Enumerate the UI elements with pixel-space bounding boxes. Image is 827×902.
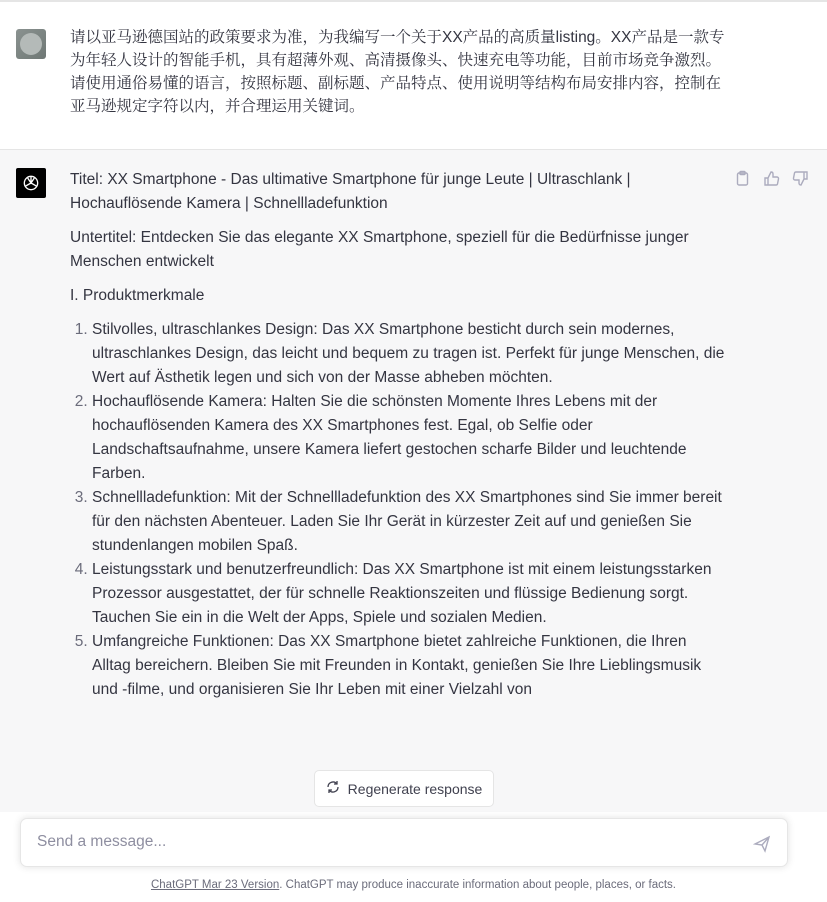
footer-disclaimer [0,879,827,891]
assistant-message-text [70,168,728,702]
thumbs-up-icon[interactable] [763,170,780,187]
version-link[interactable]: ChatGPT Mar 23 Version [150,879,280,891]
list-item: 2. Hochauflösende Kamera: Halten Sie die schönsten Momente Ihres Lebens mit der hochauflösenden Kamera des XX Smartphones fest. Egal, ob Selfie oder Landschaftsaufnahme, unsere Kamera liefert gestochen scharfe Bilder und leuchtende Farben. [92,390,728,486]
message-input[interactable] [37,833,737,851]
send-icon[interactable] [753,835,771,853]
regenerate-response-button[interactable] [314,770,494,807]
copy-icon[interactable] [734,170,751,187]
listing-title: Titel: XX Smartphone - Das ultimative Smartphone für junge Leute | Ultraschlank | Hochauflösende Kamera | Schnellladefunktion [70,171,631,212]
section-heading: I. Produktmerkmale [70,287,205,304]
thumbs-down-icon[interactable] [792,170,809,187]
assistant-message-block [0,150,827,755]
list-item: 1. Stilvolles, ultraschlankes Design: Das XX Smartphone besticht durch sein modernes, ultraschlankes Design, das leicht und bequem zu tragen ist. Perfekt für junge Menschen, die Wert auf Ästhetik legen und sich von der Masse abheben möchten. [92,318,728,390]
message-input-box [20,818,788,867]
list-item: 5. Umfangreiche Funktionen: Das XX Smartphone bietet zahlreiche Funktionen, die Ihren Alltag bereichern. Bleiben Sie mit Freunden in Kontakt, genießen Sie Ihre Lieblingsmusik und -filme, und organisieren Sie Ihr Leben mit einer Vielzahl von [92,630,728,702]
user-avatar [16,29,46,59]
openai-logo-icon [16,168,46,198]
regenerate-label: Regenerate response [347,780,483,797]
user-message-text: 请以亚马逊德国站的政策要求为准，为我编写一个关于XX产品的高质量listing。XX产品是一款专为年轻人设计的智能手机，具有超薄外观、高清摄像头、快速充电等功能，目前市场竞争激烈。请使用通俗易懂的语言，按照标题、副标题、产品特点、使用说明等结构布局安排内容，控制在亚马逊规定字符以内，并合理运用关键词。 [70,29,725,115]
disclaimer-text: . ChatGPT may produce inaccurate information about people, places, or facts. [279,879,676,891]
list-item: 4. Leistungsstark und benutzerfreundlich: Das XX Smartphone ist mit einem leistungsstarken Prozessor ausgestattet, der für schnelle Reaktionszeiten und flüssige Bedienung sorgt. Tauchen Sie ein in die Welt der Apps, Spiele und sozialen Medien. [92,558,728,630]
feature-list [70,318,728,702]
list-item: 3. Schnellladefunktion: Mit der Schnellladefunktion des XX Smartphones sind Sie immer bereit für den nächsten Abenteuer. Laden Sie Ihr Gerät in kürzester Zeit auf und genießen Sie stundenlangen mobilen Spaß. [92,486,728,558]
listing-subtitle: Untertitel: Entdecken Sie das elegante XX Smartphone, speziell für die Bedürfnisse junger Menschen entwickelt [70,229,689,270]
refresh-icon [326,780,340,797]
user-message-block [0,0,827,150]
